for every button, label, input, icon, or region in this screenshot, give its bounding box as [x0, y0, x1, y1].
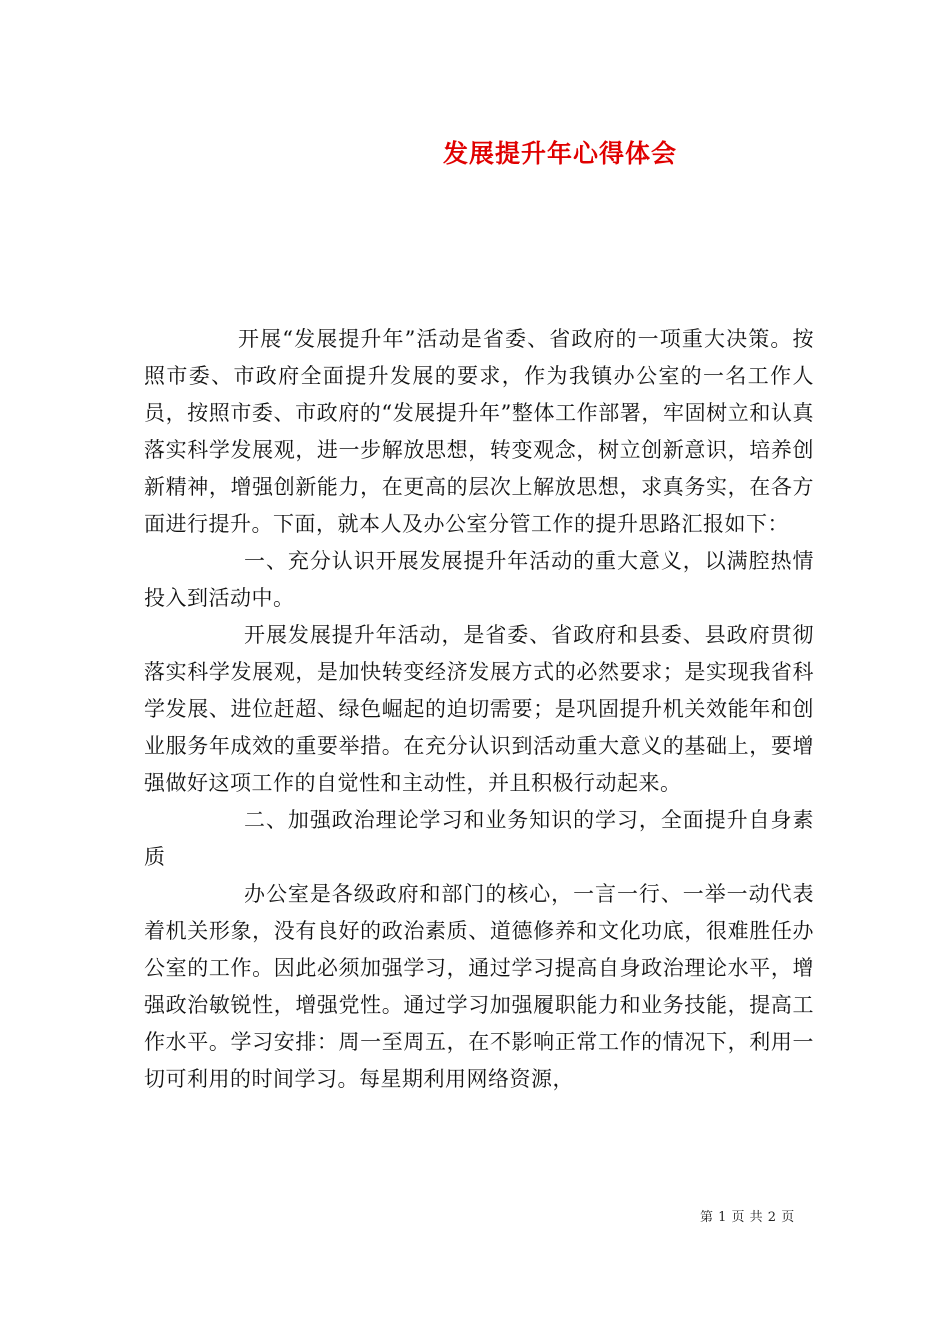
heading-section-two: 二、加强政治理论学习和业务知识的学习，全面提升自身素质 [144, 808, 814, 869]
paragraph-intro: 开展“发展提升年”活动是省委、省政府的一项重大决策。按照市委、市政府全面提升发展的要求，作为我镇办公室的一名工作人员，按照市委、市政府的“发展提升年”整体工作部署，牢固树立和认真落实科学发展观，进一步解放思想，转变观念，树立创新意识，培养创新精神，增强创新能力，在更高的层次上解放思想，求真务实，在各方面进行提升。下面，就本人及办公室分管工作的提升思路汇报如下： [144, 327, 814, 536]
document-title: 发展提升年心得体会 [442, 139, 677, 168]
heading-section-one: 一、充分认识开展发展提升年活动的重大意义，以满腔热情投入到活动中。 [144, 549, 814, 610]
paragraph-section-one: 开展发展提升年活动，是省委、省政府和县委、县政府贯彻落实科学发展观，是加快转变经济发展方式的必然要求；是实现我省科学发展、进位赶超、绿色崛起的迫切需要；是巩固提升机关效能年和创业服务年成效的重要举措。在充分认识到活动重大意义的基础上，要增强做好这项工作的自觉性和主动性，并且积极行动起来。 [144, 623, 814, 795]
paragraph-section-two: 办公室是各级政府和部门的核心，一言一行、一举一动代表着机关形象，没有良好的政治素质、道德修养和文化功底，很难胜任办公室的工作。因此必须加强学习，通过学习提高自身政治理论水平，增强政治敏锐性，增强党性。通过学习加强履职能力和业务技能，提高工作水平。学习安排：周一至周五，在不影响正常工作的情况下，利用一切可利用的时间学习。每星期利用网络资源， [144, 882, 814, 1091]
document-body [144, 321, 814, 1098]
page-number-footer: 第 1 页 共 2 页 [700, 1210, 795, 1225]
